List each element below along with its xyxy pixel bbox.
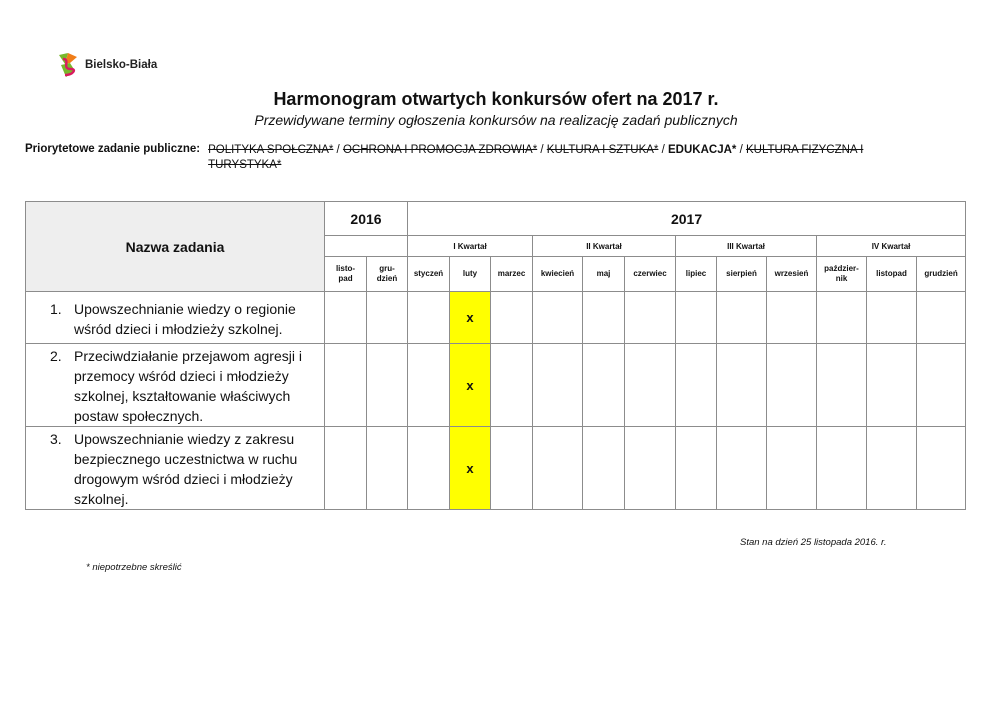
priority-options (208, 143, 868, 173)
schedule-cell (917, 344, 966, 427)
month-header (583, 257, 625, 292)
schedule-cell (717, 427, 767, 510)
priority-separator: / (736, 144, 746, 156)
page-subtitle: Przewidywane terminy ogłoszenia konkursów na realizację zadań publicznych (254, 112, 738, 128)
schedule-cell (367, 427, 408, 510)
schedule-cell (767, 427, 817, 510)
schedule-cell (867, 344, 917, 427)
priority-label: Priorytetowe zadanie publiczne: (25, 143, 201, 155)
schedule-cell (325, 344, 367, 427)
schedule-cell (325, 292, 367, 344)
month-label: paździer- (824, 264, 859, 273)
month-label: listo- (335, 264, 356, 273)
schedule-cell (533, 292, 583, 344)
priority-task-line (25, 143, 868, 173)
schedule-mark-cell: x (450, 427, 491, 510)
schedule-cell (583, 344, 625, 427)
task-number: 2. (50, 348, 62, 364)
schedule-table (25, 201, 966, 510)
schedule-cell (491, 427, 533, 510)
month-label: lipiec (685, 269, 707, 278)
task-rows (26, 292, 966, 510)
month-label: maj (596, 269, 611, 278)
task-number: 1. (50, 300, 62, 317)
month-label-cont: pad (338, 274, 353, 283)
schedule-cell (367, 292, 408, 344)
task-name-cell (26, 292, 325, 344)
priority-option-struck: POLITYKA SPOŁCZNA* (208, 144, 334, 156)
task-name-cell (26, 344, 325, 427)
task-text: Upowszechnianie wiedzy o regionie wśród dzieci i młodzieży szkolnej. (74, 300, 296, 337)
priority-separator: / (333, 144, 343, 156)
schedule-cell (917, 427, 966, 510)
schedule-cell (533, 344, 583, 427)
schedule-cell (325, 427, 367, 510)
schedule-cell (625, 344, 676, 427)
schedule-mark-cell: x (450, 344, 491, 427)
priority-option-selected: EDUKACJA* (668, 144, 737, 156)
schedule-cell (491, 292, 533, 344)
schedule-cell (583, 292, 625, 344)
schedule-mark-cell: x (450, 292, 491, 344)
quarter-2-header: II Kwartał (533, 236, 676, 257)
logo-text: Bielsko-Biała (85, 59, 158, 71)
table-row (26, 344, 966, 427)
task-name-header: Nazwa zadania (26, 202, 325, 292)
task-name-cell (26, 427, 325, 510)
month-header (450, 257, 491, 292)
month-header (676, 257, 717, 292)
schedule-cell (717, 292, 767, 344)
table-row (26, 292, 966, 344)
month-label: grudzień (924, 269, 958, 278)
year-2017-header: 2017 (408, 202, 966, 236)
schedule-cell (767, 344, 817, 427)
schedule-cell (408, 344, 450, 427)
schedule-cell (676, 427, 717, 510)
month-label: luty (462, 269, 478, 278)
month-header (325, 257, 367, 292)
schedule-cell (867, 427, 917, 510)
task-number: 3. (50, 431, 62, 447)
priority-option-struck: OCHRONA I PROMOCJA ZDROWIA* (342, 144, 538, 156)
city-logo (57, 51, 157, 79)
month-label: gru- (379, 264, 395, 273)
month-label: styczeń (413, 269, 444, 278)
year-2016-header: 2016 (325, 202, 408, 236)
table-row (26, 427, 966, 510)
month-header (867, 257, 917, 292)
schedule-cell (625, 292, 676, 344)
month-header (767, 257, 817, 292)
schedule-cell (767, 292, 817, 344)
month-header (367, 257, 408, 292)
schedule-cell (676, 292, 717, 344)
month-header (625, 257, 676, 292)
priority-separator: / (658, 144, 669, 156)
month-label: kwiecień (540, 269, 575, 278)
quarter-blank (325, 236, 408, 257)
priority-option-struck: KULTURA FIZYCZNA I TURYSTYKA* (208, 144, 864, 171)
schedule-cell (717, 344, 767, 427)
month-header (717, 257, 767, 292)
schedule-cell (408, 292, 450, 344)
task-text: Przeciwdziałanie przejawom agresji i przemocy wśród dzieci i młodzieży szkolnej, kształtowanie właściwych postaw społecznych. (74, 348, 302, 424)
bielsko-biala-logo-icon (57, 51, 79, 79)
quarter-4-header: IV Kwartał (817, 236, 966, 257)
schedule-cell (533, 427, 583, 510)
month-label: wrzesień (774, 269, 809, 278)
schedule-cell (917, 292, 966, 344)
quarter-3-header: III Kwartał (676, 236, 817, 257)
month-header (408, 257, 450, 292)
month-header (533, 257, 583, 292)
month-header (917, 257, 966, 292)
schedule-cell (817, 344, 867, 427)
schedule-cell (817, 427, 867, 510)
priority-separator: / (537, 144, 547, 156)
month-label: listopad (876, 269, 907, 278)
month-header (817, 257, 867, 292)
footnote: * niepotrzebne skreślić (86, 562, 182, 573)
schedule-cell (583, 427, 625, 510)
quarter-1-header: I Kwartał (408, 236, 533, 257)
priority-option-struck: KULTURA I SZTUKA* (546, 144, 659, 156)
schedule-cell (625, 427, 676, 510)
schedule-cell (491, 344, 533, 427)
schedule-cell (817, 292, 867, 344)
month-header (491, 257, 533, 292)
month-label-cont: dzień (376, 274, 398, 283)
schedule-cell (408, 427, 450, 510)
month-label-cont: nik (835, 274, 848, 283)
month-label: czerwiec (633, 269, 667, 278)
schedule-cell (867, 292, 917, 344)
month-label: sierpień (726, 269, 757, 278)
page-title: Harmonogram otwartych konkursów ofert na 2017 r. (273, 89, 719, 109)
schedule-cell (676, 344, 717, 427)
month-label: marzec (497, 269, 526, 278)
schedule-cell (367, 344, 408, 427)
task-text: Upowszechnianie wiedzy z zakresu bezpiecznego uczestnictwa w ruchu drogowym wśród dzieci i młodzieży szkolnej. (74, 431, 298, 507)
status-date: Stan na dzień 25 listopada 2016. r. (740, 537, 887, 548)
